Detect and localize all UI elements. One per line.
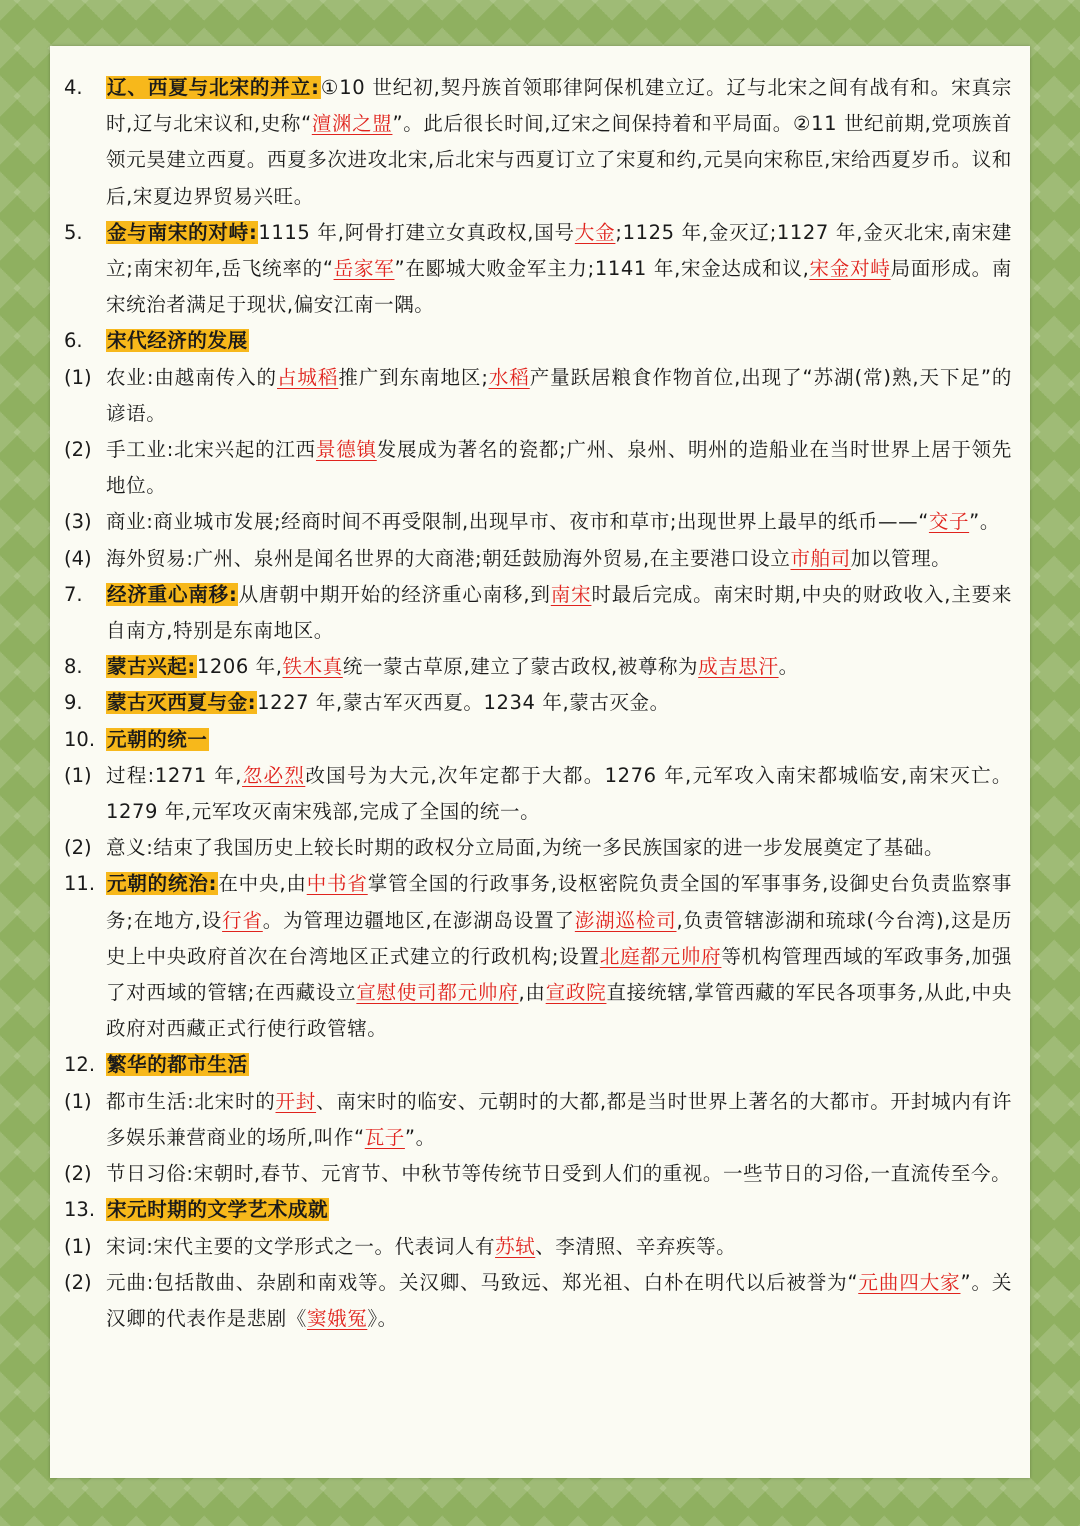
section-heading: 蒙古灭西夏与金: — [107, 691, 257, 715]
key-term: 开封 — [275, 1089, 317, 1113]
key-term: 成吉思汗 — [698, 655, 779, 679]
body-text: 1115 年,阿骨打建立女真政权,国号 — [258, 220, 575, 244]
body-text: ”。 — [969, 510, 1000, 534]
body-text: ①10 世纪初,契丹族首领耶律阿保机建立辽。辽与北宋之间有战有和。宋真宗时,辽与北宋议和,史称“ — [106, 76, 1012, 136]
key-term: 宋金对峙 — [809, 257, 891, 281]
entry-number: 13. — [64, 1198, 96, 1222]
entry-text — [106, 215, 1012, 324]
key-term: 澶渊之盟 — [311, 112, 393, 136]
note-entry — [64, 360, 1012, 432]
section-heading: 元朝的统一 — [107, 727, 208, 751]
key-term: 交子 — [928, 510, 970, 534]
key-term: 元曲四大家 — [858, 1270, 961, 1294]
section-heading: 宋元时期的文学艺术成就 — [107, 1198, 329, 1222]
body-text: 、李清照、辛弃疾等。 — [535, 1234, 737, 1258]
key-term: 行省 — [222, 908, 263, 932]
entry-text — [106, 577, 1012, 649]
body-text: ”在郾城大败金军主力;1141 年,宋金达成和议, — [394, 257, 810, 281]
entry-number: (2) — [64, 1162, 92, 1186]
body-text: 等机构管理西域的军政事务,加强了对西域的管辖;在西藏设立 — [106, 944, 1013, 1005]
entry-number: (3) — [64, 510, 92, 534]
note-entry — [64, 1156, 1012, 1192]
key-term: 景德镇 — [315, 438, 377, 462]
entry-number: 10. — [64, 727, 96, 751]
note-entry — [64, 649, 1012, 685]
note-entry — [64, 685, 1012, 721]
entry-text — [106, 722, 1012, 758]
entry-number: 7. — [64, 582, 83, 606]
note-entry — [64, 1192, 1012, 1228]
section-heading: 经济重心南移: — [107, 582, 238, 606]
entry-text — [106, 1084, 1012, 1156]
entry-number: (2) — [64, 836, 92, 860]
entry-text — [106, 758, 1012, 830]
entry-text — [106, 649, 1012, 685]
body-text: 时最后完成。南宋时期,中央的财政收入,主要来自南方,特别是东南地区。 — [106, 582, 1012, 643]
body-text: 发展成为著名的瓷都;广州、泉州、明州的造船业在当时世界上居于领先地位。 — [106, 438, 1013, 498]
key-term: 宣政院 — [545, 981, 607, 1005]
body-text: 宋词:宋代主要的文学形式之一。代表词人有 — [106, 1234, 496, 1258]
entry-number: 8. — [64, 655, 83, 679]
body-text: 1206 年, — [196, 655, 283, 679]
note-entry — [64, 70, 1012, 215]
entry-text — [106, 1047, 1012, 1083]
body-text: 推广到东南地区; — [338, 365, 489, 389]
key-term: 北庭都元帅府 — [599, 944, 722, 968]
entry-text — [106, 1156, 1012, 1192]
body-text: 。为管理边疆地区,在澎湖岛设置了 — [262, 908, 575, 932]
entry-text — [106, 432, 1012, 504]
key-term: 岳家军 — [333, 257, 395, 281]
entry-number: 12. — [64, 1053, 96, 1077]
entry-number: (1) — [64, 1089, 92, 1113]
document-page — [50, 46, 1030, 1478]
body-text: 1227 年,蒙古军灭西夏。1234 年,蒙古灭金。 — [257, 691, 670, 715]
key-term: 澎湖巡检司 — [574, 908, 677, 932]
entry-number: (1) — [64, 365, 92, 389]
key-term: 大金 — [574, 220, 616, 244]
section-heading: 元朝的统治: — [107, 872, 218, 896]
section-heading: 辽、西夏与北宋的并立: — [107, 76, 320, 99]
entry-number: (4) — [64, 546, 92, 570]
note-entry — [64, 1047, 1012, 1083]
body-text: 海外贸易:广州、泉州是闻名世界的大商港;朝廷鼓励海外贸易,在主要港口设立 — [106, 546, 791, 570]
key-term: 水稻 — [488, 365, 530, 389]
body-text: 改国号为大元,次年定都于大都。1276 年,元军攻入南宋都城临安,南宋灭亡。1279 年,元军攻灭南宋残部,完成了全国的统一。 — [106, 763, 1012, 824]
note-entry — [64, 1265, 1012, 1337]
key-term: 铁木真 — [282, 655, 343, 679]
body-text: 元曲:包括散曲、杂剧和南戏等。关汉卿、马致远、郑光祖、白朴在明代以后被誉为“ — [106, 1270, 859, 1294]
entry-number: (1) — [64, 763, 92, 787]
section-heading: 繁华的都市生活 — [107, 1053, 248, 1077]
body-text: ”。 — [404, 1125, 436, 1149]
note-entry — [64, 1229, 1012, 1265]
body-text: 节日习俗:宋朝时,春节、元宵节、中秋节等传统节日受到人们的重视。一些节日的习俗,一直流传至今。 — [106, 1162, 1012, 1186]
entry-number: 6. — [64, 329, 83, 353]
body-text: 加以管理。 — [850, 546, 952, 570]
body-text: 直接统辖,掌管西藏的军民各项事务,从此,中央政府对西藏正式行使行政管辖。 — [106, 981, 1012, 1041]
body-text: ”。此后很长时间,辽宋之间保持着和平局面。②11 世纪前期,党项族首领元昊建立西夏。西夏多次进攻北宋,后北宋与西夏订立了宋夏和约,元昊向宋称臣,宋给西夏岁币。议和后,宋夏边界贸易兴旺。 — [106, 112, 1012, 208]
body-text: 意义:结束了我国历史上较长时期的政权分立局面,为统一多民族国家的进一步发展奠定了基础。 — [106, 836, 945, 860]
key-term: 忽必烈 — [242, 763, 306, 787]
key-term: 宣慰使司都元帅府 — [356, 981, 519, 1005]
entry-text — [106, 866, 1012, 1047]
body-text: 产量跃居粮食作物首位,出现了“苏湖(常)熟,天下足”的谚语。 — [106, 365, 1012, 425]
note-entry — [64, 830, 1012, 866]
key-term: 占城稻 — [277, 365, 339, 389]
key-term: 中书省 — [306, 872, 368, 896]
body-text: 商业:商业城市发展;经商时间不再受限制,出现早市、夜市和草市;出现世界上最早的纸币——“ — [106, 510, 929, 534]
entry-text — [106, 1229, 1012, 1265]
body-text: 在中央,由 — [218, 872, 307, 896]
entry-text — [106, 541, 1012, 577]
entry-text — [106, 323, 1012, 359]
key-term: 窦娥冤 — [307, 1306, 368, 1330]
note-entry — [64, 758, 1012, 830]
entry-text — [106, 1192, 1012, 1228]
entry-text — [106, 1265, 1012, 1337]
entry-number: 4. — [64, 76, 83, 99]
body-text: 从唐朝中期开始的经济重心南移,到 — [238, 582, 551, 606]
entry-text — [106, 685, 1012, 721]
note-entry — [64, 504, 1012, 540]
note-entry — [64, 541, 1012, 577]
body-text: 》。 — [367, 1306, 398, 1330]
body-text: 都市生活:北宋时的 — [106, 1089, 276, 1113]
note-entry — [64, 215, 1012, 324]
body-text: ,负责管辖澎湖和琉球(今台湾),这是历史上中央政府首次在台湾地区正式建立的行政机构;设置 — [106, 908, 1012, 968]
note-entry — [64, 432, 1012, 504]
body-text: ,由 — [518, 981, 546, 1005]
entry-text — [106, 830, 1012, 866]
entry-number: 9. — [64, 691, 83, 715]
entry-text — [106, 360, 1012, 432]
key-term: 市舶司 — [790, 546, 851, 570]
body-text: 手工业:北宋兴起的江西 — [106, 438, 316, 462]
body-text: 掌管全国的行政事务,设枢密院负责全国的军事事务,设御史台负责监察事务;在地方,设 — [106, 872, 1012, 932]
body-text: 、南宋时的临安、元朝时的大都,都是当时世界上著名的大都市。开封城内有许多娱乐兼营商业的场所,叫作“ — [106, 1089, 1012, 1149]
note-entry — [64, 577, 1012, 649]
note-entry — [64, 722, 1012, 758]
key-term: 南宋 — [550, 582, 592, 606]
body-text: ;1125 年,金灭辽;1127 年,金灭北宋,南宋建立;南宋初年,岳飞统率的“ — [106, 220, 1012, 281]
key-term: 苏轼 — [495, 1234, 536, 1258]
note-entry — [64, 323, 1012, 359]
note-entry — [64, 1084, 1012, 1156]
body-text: 。 — [778, 655, 799, 679]
entry-number: 11. — [64, 872, 96, 896]
entry-number: (2) — [64, 438, 92, 462]
body-text: 过程:1271 年, — [106, 763, 243, 787]
entry-number: 5. — [64, 220, 83, 244]
notes-content — [64, 70, 1012, 1337]
entry-number: (2) — [64, 1270, 92, 1294]
key-term: 瓦子 — [364, 1125, 405, 1149]
body-text: 统一蒙古草原,建立了蒙古政权,被尊称为 — [342, 655, 699, 679]
section-heading: 蒙古兴起: — [107, 655, 196, 679]
entry-text — [106, 70, 1012, 215]
body-text: ”。关汉卿的代表作是悲剧《 — [106, 1270, 1012, 1330]
entry-text — [106, 504, 1012, 540]
note-entry — [64, 866, 1012, 1047]
body-text: 局面形成。南宋统治者满足于现状,偏安江南一隅。 — [106, 257, 1012, 317]
section-heading: 宋代经济的发展 — [107, 329, 248, 353]
entry-number: (1) — [64, 1234, 92, 1258]
section-heading: 金与南宋的对峙: — [107, 220, 258, 244]
body-text: 农业:由越南传入的 — [106, 365, 277, 389]
